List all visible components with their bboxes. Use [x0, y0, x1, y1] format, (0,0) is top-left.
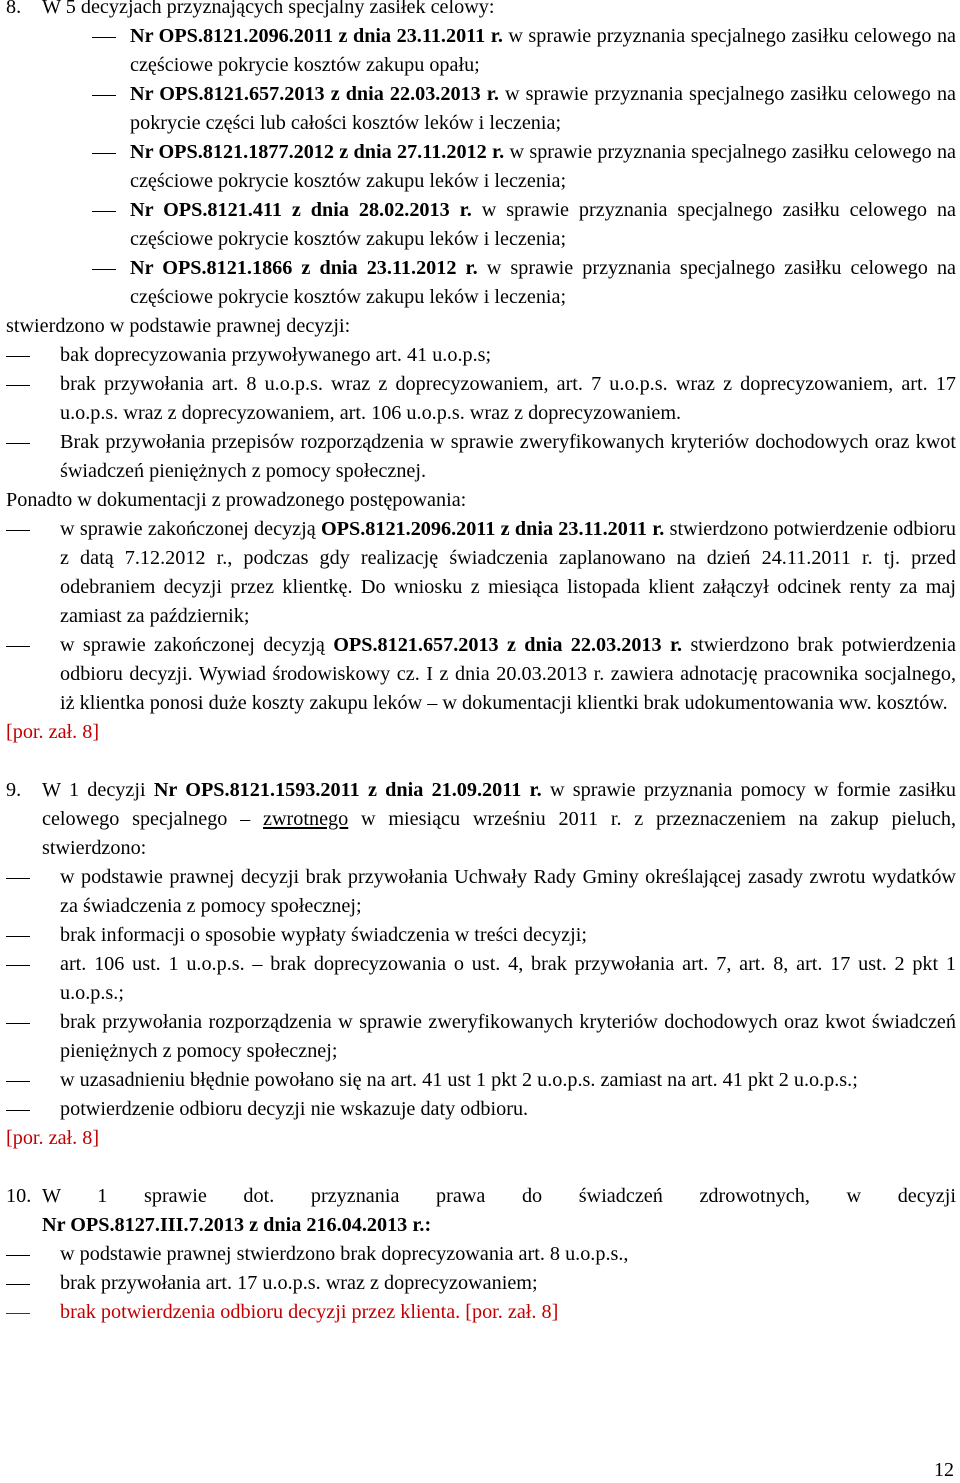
section-number: 10. — [6, 1185, 32, 1207]
section-9: 9. W 1 decyzji Nr OPS.8121.1593.2011 z dnia 21.09.2011 r. w sprawie przyznania pomocy w formie zasiłku celowego specjalnego – zwrotnego w miesiącu wrześniu 2011 r. z przeznaczeniem na zakup pieluch, stwierdzono: — [0, 776, 956, 863]
finding-item: bak doprecyzowania przywoływanego art. 41 u.o.p.s; — [0, 341, 956, 370]
finding-item: Brak przywołania przepisów rozporządzenia w sprawie zweryfikowanych kryteriów dochodowych oraz kwot świadczeń pieniężnych z pomocy społecznej. — [0, 428, 956, 486]
decision-item: Nr OPS.8121.1877.2012 z dnia 27.11.2012 r. w sprawie przyznania specjalnego zasiłku celowego na częściowe pokrycie kosztów zakupu leków i leczenia; — [0, 138, 956, 196]
decision-item: Nr OPS.8121.657.2013 z dnia 22.03.2013 r. w sprawie przyznania specjalnego zasiłku celowego na pokrycie części lub całości kosztów leków i leczenia; — [0, 80, 956, 138]
finding-item: brak przywołania art. 8 u.o.p.s. wraz z doprecyzowaniem, art. 7 u.o.p.s. wraz z doprecyzowaniem, art. 17 u.o.p.s. wraz z doprecyzowaniem, art. 106 u.o.p.s. wraz z doprecyzowaniem. — [0, 370, 956, 428]
section-intro: W 5 decyzjach przyznających specjalny zasiłek celowy: — [42, 0, 495, 18]
section-8 — [0, 0, 956, 22]
section-intro: W 1 sprawie dot. przyznania prawa do świadczeń zdrowotnych, w decyzji — [42, 1185, 956, 1207]
attachment-reference: [por. zał. 8] — [6, 1127, 100, 1149]
page-number: 12 — [934, 1459, 954, 1481]
decision-reference: Nr OPS.8127.III.7.2013 z dnia 216.04.2013 r.: — [42, 1214, 432, 1236]
attachment-reference: [por. zał. 8] — [465, 1301, 559, 1323]
section-number: 8. — [6, 0, 22, 18]
attachment-reference: [por. zał. 8] — [6, 721, 100, 743]
finding-item: art. 106 ust. 1 u.o.p.s. – brak doprecyzowania o ust. 4, brak przywołania art. 7, art. 8, art. 17 ust. 2 pkt 1 u.o.p.s.; — [0, 950, 956, 1008]
decision-item: Nr OPS.8121.411 z dnia 28.02.2013 r. w sprawie przyznania specjalnego zasiłku celowego na częściowe pokrycie kosztów zakupu leków i leczenia; — [0, 196, 956, 254]
finding-item: potwierdzenie odbioru decyzji nie wskazuje daty odbioru. — [0, 1095, 956, 1124]
decision-item: Nr OPS.8121.1866 z dnia 23.11.2012 r. w sprawie przyznania specjalnego zasiłku celowego na częściowe pokrycie kosztów zakupu leków i leczenia; — [0, 254, 956, 312]
decision-item: Nr OPS.8121.2096.2011 z dnia 23.11.2011 r. w sprawie przyznania specjalnego zasiłku celowego na częściowe pokrycie kosztów zakupu opału; — [0, 22, 956, 80]
section-10 — [0, 1182, 956, 1240]
finding-item: w uzasadnieniu błędnie powołano się na art. 41 ust 1 pkt 2 u.o.p.s. zamiast na art. 41 pkt 2 u.o.p.s.; — [0, 1066, 956, 1095]
finding-item-highlighted: brak potwierdzenia odbioru decyzji przez klienta. [por. zał. 8] — [0, 1298, 956, 1327]
finding-item: w podstawie prawnej decyzji brak przywołania Uchwały Rady Gminy określającej zasady zwrotu wydatków za świadczenia z pomocy społecznej; — [0, 863, 956, 921]
findings-label: stwierdzono w podstawie prawnej decyzji: — [6, 315, 351, 337]
documentation-label: Ponadto w dokumentacji z prowadzonego postępowania: — [6, 489, 467, 511]
documentation-item: w sprawie zakończonej decyzją OPS.8121.2096.2011 z dnia 23.11.2011 r. stwierdzono potwierdzenie odbioru z datą 7.12.2012 r., podczas gdy realizację świadczenia zaplanowano na dzień 24.11.2011 r. tj. przed odebraniem decyzji przez klientkę. Do wniosku z miesiąca listopada klient załączył odcinek renty za maj zamiast za październik; — [0, 515, 956, 631]
documentation-item: w sprawie zakończonej decyzją OPS.8121.657.2013 z dnia 22.03.2013 r. stwierdzono brak potwierdzenia odbioru decyzji. Wywiad środowiskowy cz. I z dnia 20.03.2013 r. zawiera adnotację pracownika socjalnego, iż klientka ponosi duże koszty zakupu leków – w dokumentacji klientki brak udokumentowania ww. kosztów. — [0, 631, 956, 718]
finding-item: brak informacji o sposobie wypłaty świadczenia w treści decyzji; — [0, 921, 956, 950]
finding-item: w podstawie prawnej stwierdzono brak doprecyzowania art. 8 u.o.p.s., — [0, 1240, 956, 1269]
finding-item: brak przywołania rozporządzenia w sprawie zweryfikowanych kryteriów dochodowych oraz kwot świadczeń pieniężnych z pomocy społecznej; — [0, 1008, 956, 1066]
finding-item: brak przywołania art. 17 u.o.p.s. wraz z doprecyzowaniem; — [0, 1269, 956, 1298]
section-number: 9. — [6, 779, 22, 801]
